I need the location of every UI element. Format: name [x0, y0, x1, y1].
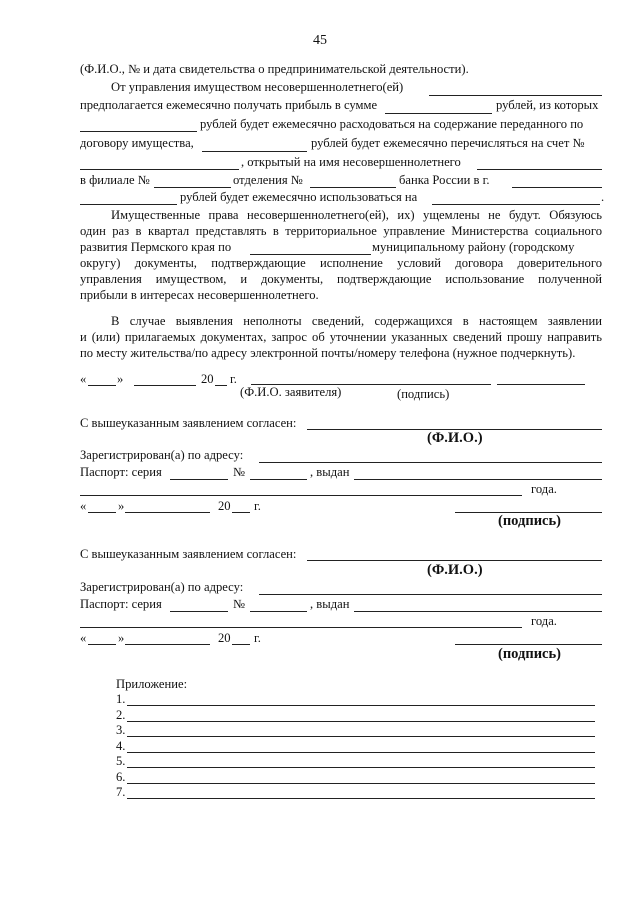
- blank-line: [215, 385, 227, 386]
- attachment-number: 1.: [116, 692, 126, 706]
- fio-caption: (Ф.И.О., № и дата свидетельства о предпринимательской деятельности).: [80, 62, 469, 76]
- blank-line: [307, 560, 602, 561]
- year-prefix: 20: [201, 372, 214, 386]
- blank-line: [127, 767, 595, 768]
- blank-line: [170, 479, 228, 480]
- consent-registered: Зарегистрирован(а) по адресу:: [80, 448, 244, 462]
- text-line: рублей будет ежемесячно расходоваться на содержание переданного по: [200, 117, 584, 131]
- blank-line: [354, 479, 602, 480]
- blank-line: [512, 187, 602, 188]
- consent-number-sign: №: [233, 597, 246, 611]
- attachments-title: Приложение:: [116, 677, 188, 691]
- blank-line: [88, 644, 116, 645]
- blank-line: [455, 644, 602, 645]
- para2-line: прибыли в интересах несовершеннолетнего.: [80, 288, 319, 302]
- consent-agreed: С вышеуказанным заявлением согласен:: [80, 416, 297, 430]
- text-line: .: [601, 190, 605, 204]
- attachment-number: 4.: [116, 739, 126, 753]
- blank-line: [127, 705, 595, 706]
- consent-registered: Зарегистрирован(а) по адресу:: [80, 580, 244, 594]
- text-line: От управления имуществом несовершеннолетнего(ей): [111, 80, 404, 94]
- text-line: в филиале №: [80, 173, 150, 187]
- consent-fio-label: (Ф.И.О.): [427, 430, 483, 446]
- consent-year-word: года.: [531, 482, 557, 496]
- blank-line: [127, 721, 595, 722]
- para3-line: по месту жительства/по адресу электронной почты/номеру телефона (нужное подчеркнуть).: [80, 346, 576, 360]
- blank-line: [432, 204, 600, 205]
- applicant-fio-label: (Ф.И.О. заявителя): [240, 385, 342, 399]
- date-close-quote: »: [118, 499, 125, 513]
- page-number: 45: [313, 33, 327, 48]
- para3-line: В случае выявления неполноты сведений, содержащихся в настоящем заявлении: [111, 314, 602, 328]
- year-suffix: г.: [254, 499, 261, 513]
- blank-line: [310, 187, 396, 188]
- blank-line: [250, 254, 371, 255]
- blank-line: [80, 131, 197, 132]
- blank-line: [429, 95, 602, 96]
- consent-issued: , выдан: [310, 465, 350, 479]
- blank-line: [259, 462, 602, 463]
- date-open-quote: «: [80, 499, 87, 513]
- blank-line: [232, 512, 250, 513]
- consent-issued: , выдан: [310, 597, 350, 611]
- blank-line: [134, 385, 196, 386]
- blank-line: [385, 113, 492, 114]
- blank-line: [88, 512, 116, 513]
- blank-line: [250, 611, 307, 612]
- consent-sign-label: (подпись): [498, 513, 561, 529]
- blank-line: [170, 611, 228, 612]
- applicant-sign-label: (подпись): [397, 387, 450, 401]
- blank-line: [232, 644, 250, 645]
- text-line: отделения №: [233, 173, 303, 187]
- blank-line: [125, 644, 210, 645]
- blank-line: [127, 736, 595, 737]
- consent-passport: Паспорт: серия: [80, 465, 162, 479]
- para2-line: муниципальному району (городскому: [372, 240, 575, 254]
- consent-number-sign: №: [233, 465, 246, 479]
- consent-fio-label: (Ф.И.О.): [427, 562, 483, 578]
- para2-line: округу) документы, подтверждающие исполнение условий договора доверительного: [80, 256, 602, 270]
- blank-line: [250, 479, 307, 480]
- blank-line: [202, 151, 307, 152]
- para2-line: один раз в квартал представлять в территориальное управление Министерства социального: [80, 224, 602, 238]
- blank-line: [259, 594, 602, 595]
- text-line: рублей, из которых: [496, 98, 599, 112]
- date-open-quote: «: [80, 631, 87, 645]
- text-line: , открытый на имя несовершеннолетнего: [241, 155, 461, 169]
- text-line: договору имущества,: [80, 136, 194, 150]
- date-close-quote: »: [118, 631, 125, 645]
- year-prefix: 20: [218, 499, 231, 513]
- attachment-number: 2.: [116, 708, 126, 722]
- blank-line: [80, 495, 522, 496]
- text-line: рублей будет ежемесячно перечисляться на счет №: [311, 136, 585, 150]
- blank-line: [154, 187, 231, 188]
- attachment-number: 7.: [116, 785, 126, 799]
- consent-year-word: года.: [531, 614, 557, 628]
- date-close-quote: »: [117, 372, 124, 386]
- para2-line: развития Пермского края по: [80, 240, 232, 254]
- blank-line: [127, 798, 595, 799]
- consent-sign-label: (подпись): [498, 646, 561, 662]
- consent-agreed: С вышеуказанным заявлением согласен:: [80, 547, 297, 561]
- blank-line: [80, 627, 522, 628]
- para3-line: и (или) прилагаемых документах, запрос об уточнении указанных сведений прошу направить: [80, 330, 602, 344]
- para2-line: управления имуществом, и документы, подтверждающие использование полученной: [80, 272, 602, 286]
- year-prefix: 20: [218, 631, 231, 645]
- attachment-number: 5.: [116, 754, 126, 768]
- text-line: банка России в г.: [399, 173, 490, 187]
- blank-line: [127, 752, 595, 753]
- date-open-quote: «: [80, 372, 87, 386]
- blank-line: [354, 611, 602, 612]
- para2-line: Имущественные права несовершеннолетнего(ей), их) ущемлены не будут. Обязуюсь: [111, 208, 602, 222]
- blank-line: [80, 204, 177, 205]
- blank-line: [497, 384, 585, 385]
- blank-line: [80, 169, 239, 170]
- blank-line: [125, 512, 210, 513]
- year-suffix: г.: [254, 631, 261, 645]
- blank-line: [477, 169, 602, 170]
- year-suffix: г.: [230, 372, 237, 386]
- text-line: рублей будет ежемесячно использоваться на: [180, 190, 418, 204]
- blank-line: [88, 385, 116, 386]
- attachment-number: 6.: [116, 770, 126, 784]
- consent-passport: Паспорт: серия: [80, 597, 162, 611]
- text-line: предполагается ежемесячно получать прибыль в сумме: [80, 98, 378, 112]
- blank-line: [127, 783, 595, 784]
- attachment-number: 3.: [116, 723, 126, 737]
